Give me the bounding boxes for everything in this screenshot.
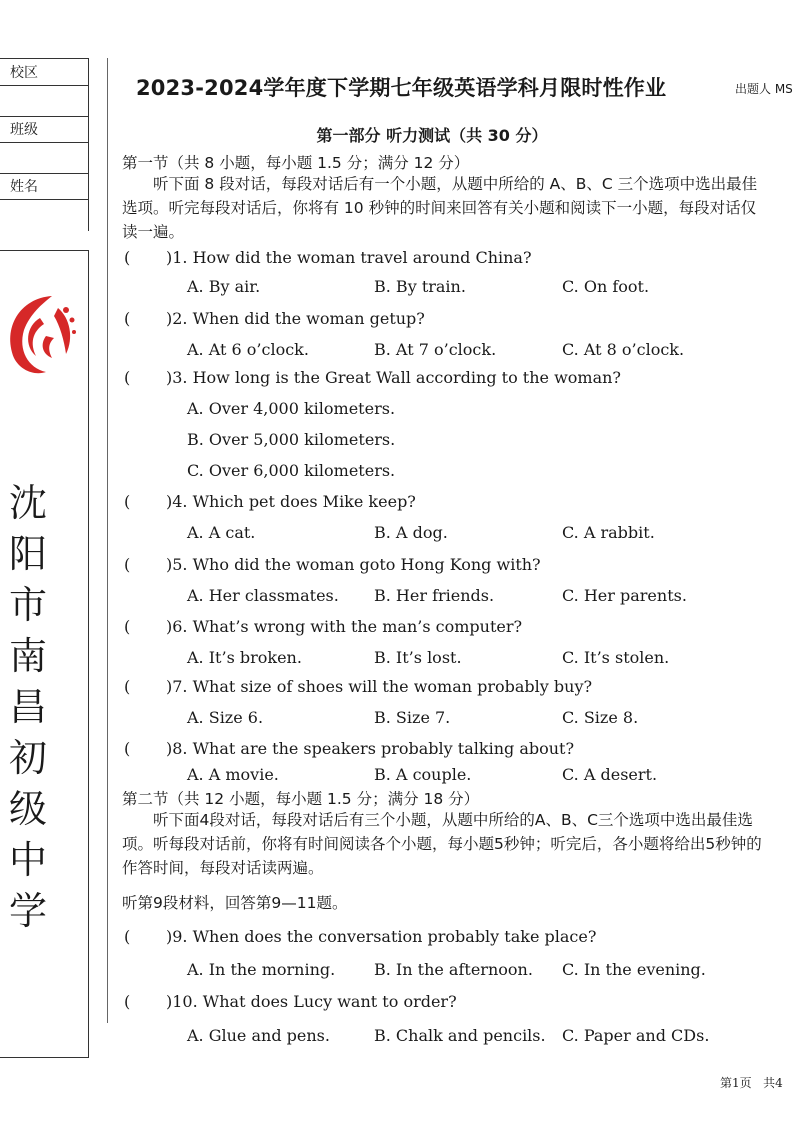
q8-option-b: B. A couple. [374,765,472,784]
q10-option-c: C. Paper and CDs. [562,1026,710,1045]
name-field[interactable] [0,173,88,230]
q6-option-a: A. It’s broken. [187,648,302,667]
answer-blank[interactable]: ( [124,248,131,267]
q6-option-b: B. It’s lost. [374,648,462,667]
q7-option-c: C. Size 8. [562,708,639,727]
author-label: 出题人 MS [735,82,793,96]
section2-heading: 第二节（共 12 小题，每小题 1.5 分；满分 18 分） [122,790,480,808]
question-6: ( )6. What’s wrong with the man’s computer? [124,617,523,636]
q6-option-c: C. It’s stolen. [562,648,670,667]
page-title: 2023-2024学年度下学期七年级英语学科月限时性作业 [136,76,667,100]
question-2: ( )2. When did the woman getup? [124,309,425,328]
school-name: 沈 阳 市 南 昌 初 级 中 学 [8,481,47,933]
q5-option-c: C. Her parents. [562,586,687,605]
question-1: ( )1. How did the woman travel around China? [124,248,532,267]
q2-option-b: B. At 7 o’clock. [374,340,497,359]
question-5: ( )5. Who did the woman goto Hong Kong with? [124,555,541,574]
q9-option-c: C. In the evening. [562,960,706,979]
q7-option-a: A. Size 6. [187,708,264,727]
q4-option-c: C. A rabbit. [562,523,655,542]
q2-option-a: A. At 6 o’clock. [187,340,309,359]
q3-option-a: A. Over 4,000 kilometers. [187,399,396,418]
q4-option-a: A. A cat. [187,523,256,542]
q7-option-b: B. Size 7. [374,708,451,727]
page-number: 第1页 [720,1076,752,1090]
answer-blank[interactable]: ( [124,617,131,636]
q3-option-c: C. Over 6,000 kilometers. [187,461,396,480]
q3-option-b: B. Over 5,000 kilometers. [187,430,396,449]
material-note: 听第9段材料，回答第9—11题。 [122,894,348,912]
answer-blank[interactable]: ( [124,368,131,387]
part-title: 第一部分 听力测试（共 30 分） [316,126,548,145]
question-8: ( )8. What are the speakers probably talking about? [124,739,575,758]
school-logo-icon [0,288,80,388]
question-4: ( )4. Which pet does Mike keep? [124,492,416,511]
q5-option-a: A. Her classmates. [187,586,339,605]
q1-option-a: A. By air. [187,277,261,296]
section2-instructions: 听下面4段对话，每段对话后有三个小题，从题中所给的A、B、C三个选项中选出最佳选项。听每段对话前，你将有时间阅读各个小题，每小题5秒钟；听完后，各小题将给出5秒钟的作答时间，每段对话读两遍。 [122,811,762,877]
answer-blank[interactable]: ( [124,992,131,1011]
q10-option-b: B. Chalk and pencils. [374,1026,546,1045]
q4-option-b: B. A dog. [374,523,448,542]
answer-blank[interactable]: ( [124,677,131,696]
q9-option-a: A. In the morning. [187,960,336,979]
q1-option-b: B. By train. [374,277,466,296]
q1-option-c: C. On foot. [562,277,650,296]
q9-option-b: B. In the afternoon. [374,960,533,979]
q5-option-b: B. Her friends. [374,586,495,605]
answer-blank[interactable]: ( [124,927,131,946]
q8-option-a: A. A movie. [187,765,279,784]
answer-blank[interactable]: ( [124,309,131,328]
class-field-label: 班级 [10,122,38,138]
q8-option-c: C. A desert. [562,765,658,784]
page-total: 共4 [763,1076,783,1090]
name-field-label: 姓名 [10,179,38,195]
answer-blank[interactable]: ( [124,492,131,511]
question-10: ( )10. What does Lucy want to order? [124,992,457,1011]
q2-option-c: C. At 8 o’clock. [562,340,685,359]
question-3: ( )3. How long is the Great Wall according to the woman? [124,368,622,387]
answer-blank[interactable]: ( [124,555,131,574]
section1-heading: 第一节（共 8 小题，每小题 1.5 分；满分 12 分） [122,154,470,172]
school-field-label: 校区 [10,65,38,81]
page-footer [720,1074,783,1091]
binding-line [107,58,108,1023]
q10-option-a: A. Glue and pens. [187,1026,330,1045]
question-9: ( )9. When does the conversation probably take place? [124,927,597,946]
section1-instructions: 听下面 8 段对话，每段对话后有一个小题，从题中所给的 A、B、C 三个选项中选出最佳选项。听完每段对话后，你将有 10 秒钟的时间来回答有关小题和阅读下一小题，每段对话仅读一遍。 [122,175,758,241]
school-field[interactable] [0,59,88,117]
answer-blank[interactable]: ( [124,739,131,758]
question-7: ( )7. What size of shoes will the woman probably buy? [124,677,593,696]
